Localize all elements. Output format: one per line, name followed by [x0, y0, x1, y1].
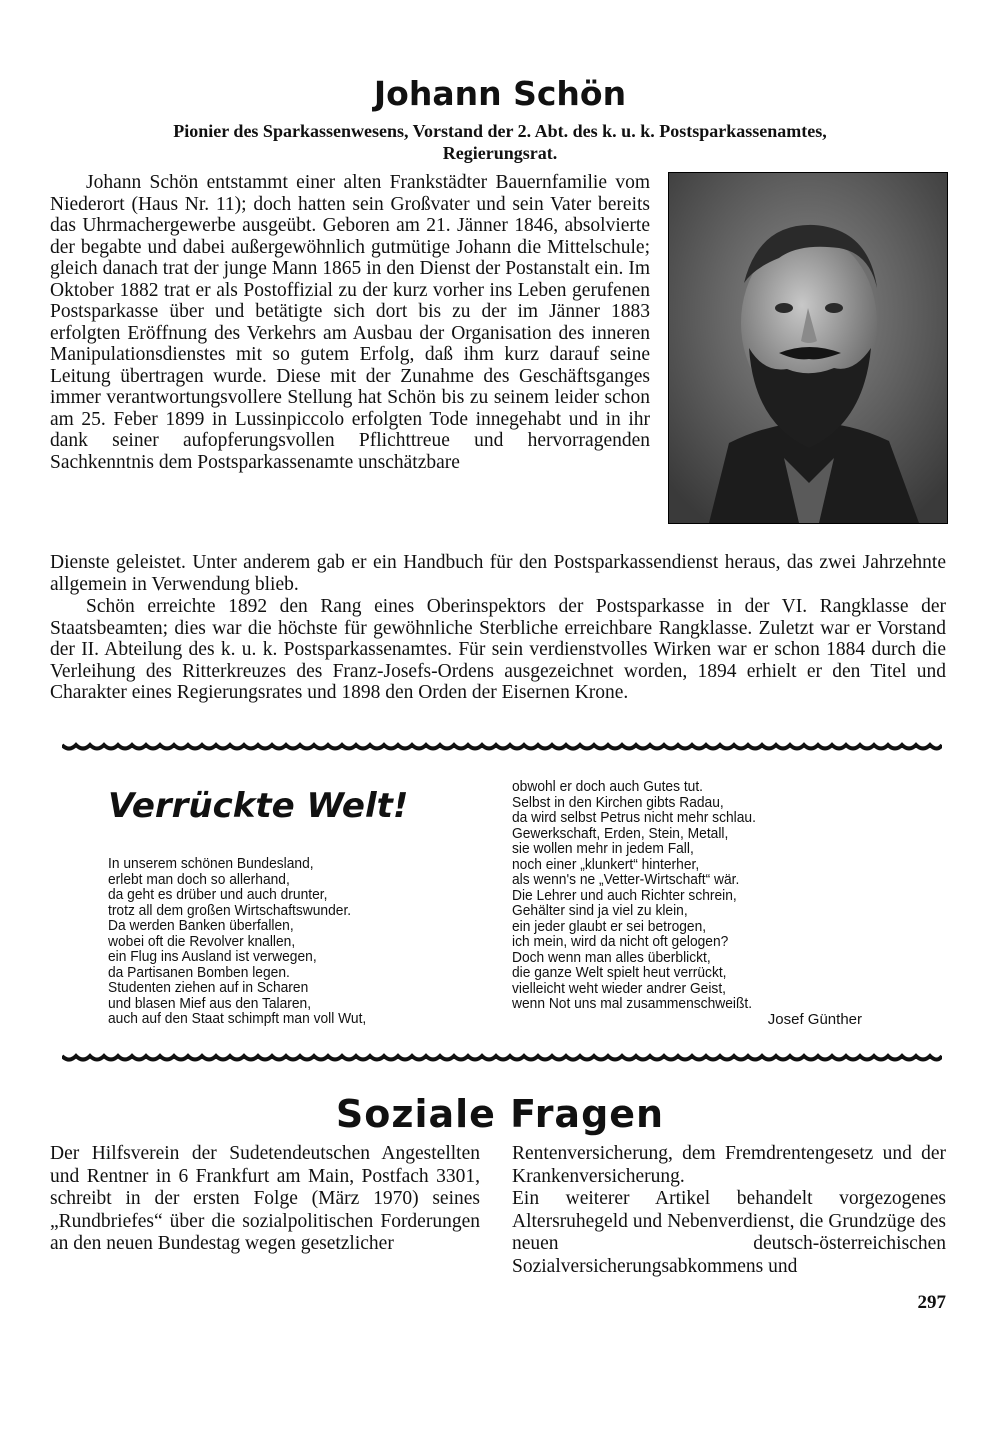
poem-line: und blasen Mief aus den Talaren,: [108, 994, 312, 1012]
article-paragraph-2: Schön erreichte 1892 den Rang eines Oberinspektors der Postsparkasse in der VI. Rangklasse der Staatsbeamten; dies war die höchste für gewöhnliche Sterbliche erreichbare Rangklasse. Zuletzt war er Vorstand der II. Abteilung des k. u. k. Postsparkassenamtes. Für sein verdienstvolles Wirken war er schon 1884 durch die Verleihung des Ritterkreuzes des Franz-Josefs-Ordens ausgezeichnet worden, 1894 erhielt er den Titel und Charakter eines Regierungsrates und 1898 den Orden der Eisernen Krone.: [50, 596, 946, 703]
poem-line: erlebt man doch so allerhand,: [108, 870, 290, 888]
portrait-image: [669, 173, 947, 523]
poem-left-column: [108, 856, 488, 1027]
poem-line: ein jeder glaubt er sei betrogen,: [512, 917, 707, 935]
article-subtitle: [50, 120, 950, 164]
poem-line: In unserem schönen Bundesland,: [108, 855, 314, 872]
subtitle-line-1: Pionier des Sparkassenwesens, Vorstand der 2. Abt. des k. u. k. Postsparkassenamtes,: [173, 121, 827, 141]
poem-line: die ganze Welt spielt heut verrückt,: [512, 964, 727, 981]
article-paragraph-1-continued: Dienste geleistet. Unter anderem gab er ein Handbuch für den Postsparkassendienst heraus, das zwei Jahrzehnte allgemein in Verwendung blieb.: [50, 552, 946, 595]
poem-line: da wird selbst Petrus nicht mehr schlau.: [512, 809, 756, 826]
poem-line: sie wollen mehr in jedem Fall,: [512, 840, 694, 857]
section-right-paragraph-1: Rentenversicherung, dem Fremdrentengesetz und der Krankenversicherung.: [512, 1143, 946, 1187]
subtitle-line-2: Regierungsrat.: [442, 143, 558, 163]
ornamental-divider-top: [62, 742, 942, 754]
section-right-column: [512, 1143, 946, 1278]
poem-line: ich mein, wird da nicht oft gelogen?: [512, 933, 729, 950]
poem-line: Selbst in den Kirchen gibts Radau,: [512, 793, 724, 811]
poem-line: da Partisanen Bomben legen.: [108, 963, 290, 981]
page-number: 297: [917, 1292, 946, 1313]
poem-line: Gewerkschaft, Erden, Stein, Metall,: [512, 824, 729, 842]
poem-title: Verrückte Welt!: [108, 786, 409, 826]
poem-line: Die Lehrer und auch Richter schrein,: [512, 886, 737, 904]
article-paragraph-1: Johann Schön entstammt einer alten Frankstädter Bauernfamilie vom Niederort (Haus Nr. 11); doch hatten sein Großvater und sein Vater bereits das Uhrmachergewerbe ausgeübt. Geboren am 21. Jänner 1846, absolvierte der begabte und dabei außergewöhnlich gutmütige Johann die Mittelschule; gleich danach trat der junge Mann 1865 in den Dienst der Postanstalt ein. Im Oktober 1882 trat er als Postoffizial zu der kurz vorher ins Leben gerufenen Postsparkasse über und betätigte sich dort bis zu der im Jänner 1883 erfolgten Eröffnung des Verkehrs am Ausbau der Organisation des inneren Manipulationsdienstes mit so gutem Erfolg, daß ihm kurz darauf seine Leitung übertragen wurde. Diese mit der Zunahme des Geschäftsganges immer verantwortungsvollere Stellung hat Schön bis zu seinem leider schon am 25. Feber 1899 in Lussinpiccolo erfolgten Tode innegehabt und in ihr dank seiner aufopferungsvollen Pflichttreue und hervorragenden Sachkenntnis dem Postsparkassenamte unschätzbare: [50, 172, 650, 473]
poem-line: obwohl er doch auch Gutes tut.: [512, 778, 704, 795]
poem-line: Da werden Banken überfallen,: [108, 917, 294, 934]
poem-line: vielleicht weht wieder andrer Geist,: [512, 979, 727, 997]
poem-line: als wenn's ne „Vetter-Wirtschaft“ wär.: [512, 871, 740, 888]
poem-line: Studenten ziehen auf in Scharen: [108, 979, 309, 996]
poem-right-column: [512, 779, 862, 1027]
poem-line: noch einer „klunkert“ hinterher,: [512, 855, 700, 873]
poem-line: trotz all dem großen Wirtschaftswunder.: [108, 901, 352, 919]
ornamental-divider-bottom: [62, 1053, 942, 1065]
page-title: Johann Schön: [373, 74, 627, 113]
poem-line: da geht es drüber und auch drunter,: [108, 886, 328, 903]
poem-line: ein Flug ins Ausland ist verwegen,: [108, 948, 317, 965]
poem-line: Gehälter sind ja viel zu klein,: [512, 902, 688, 919]
section-title: Soziale Fragen: [335, 1092, 665, 1136]
poem-line: auch auf den Staat schimpft man voll Wut,: [108, 1010, 367, 1027]
poem-line: wenn Not uns mal zusammenschweißt.: [512, 995, 753, 1012]
section-right-paragraph-2: Ein weiterer Artikel behandelt vorgezogenes Altersruhegeld und Nebenverdienst, die Grundzüge des neuen deutsch-österreichischen Sozialversicherungsabkommens und: [512, 1188, 946, 1277]
portrait-photo: [668, 172, 948, 524]
poem-line: Doch wenn man alles überblickt,: [512, 948, 711, 966]
poem-author: Josef Günther: [767, 1010, 862, 1028]
poem-line: wobei oft die Revolver knallen,: [108, 932, 296, 950]
section-left-column: Der Hilfsverein der Sudetendeutschen Angestellten und Rentner in 6 Frankfurt am Main, Postfach 3301, schreibt in der ersten Folge (März 1970) seines „Rundbriefes“ über die sozialpolitischen Forderungen an den neuen Bundestag wegen gesetzlicher: [50, 1143, 480, 1254]
